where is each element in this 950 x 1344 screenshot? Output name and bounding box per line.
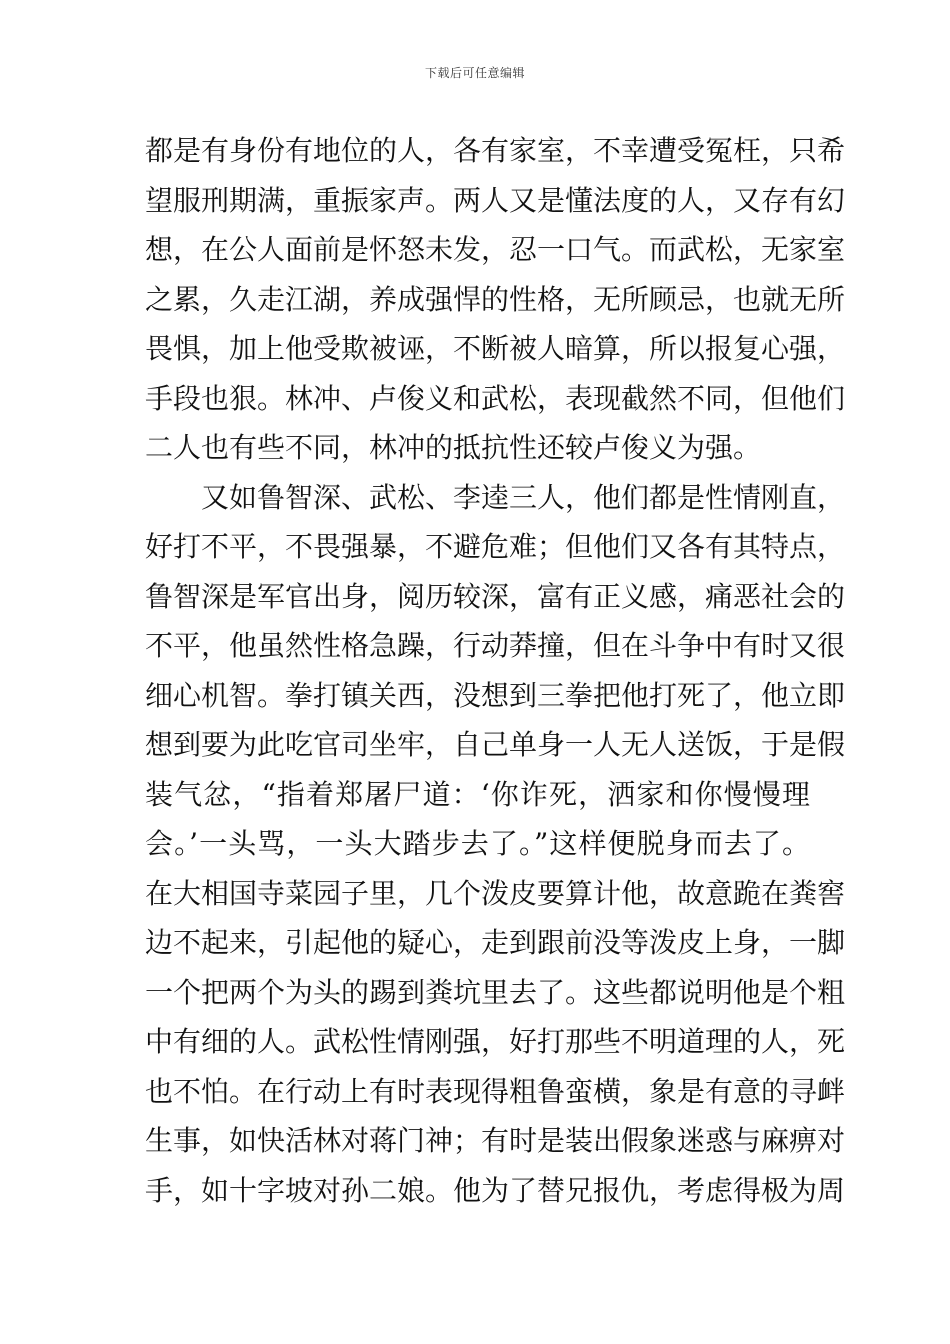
text-line: 好打不平，不畏强暴，不避危难；但他们又各有其特点，	[145, 530, 846, 563]
text-line: 都是有身份有地位的人，各有家室，不幸遭受冤枉，只希	[145, 134, 846, 167]
text-line: 畏惧，加上他受欺被诬，不断被人暗算，所以报复心强，	[145, 332, 846, 365]
text-line: 一个把两个为头的踢到粪坑里去了。这些都说明他是个粗	[145, 975, 846, 1009]
text-line: 细心机智。拳打镇关西，没想到三拳把他打死了，他立即	[145, 678, 846, 712]
text-line: 中有细的人。武松性情刚强，好打那些不明道理的人，死	[145, 1025, 846, 1058]
text-line: 想，在公人面前是怀怒未发，忍一口气。而武松，无家室	[145, 233, 846, 266]
text-line: 不平，他虽然性格急躁，行动莽撞，但在斗争中有时又很	[145, 629, 846, 662]
text-line: 生事，如快活林对蒋门神；有时是装出假象迷惑与麻痹对	[145, 1124, 846, 1157]
text-line: 边不起来，引起他的疑心，走到跟前没等泼皮上身，一脚	[145, 926, 846, 959]
text-line: 二人也有些不同，林冲的抵抗性还较卢俊义为强。	[145, 431, 762, 464]
text-line: 手段也狠。林冲、卢俊义和武松，表现截然不同，但他们	[145, 381, 846, 415]
paragraph-first-line: 又如鲁智深、武松、李逵三人，他们都是性情刚直，	[201, 480, 846, 514]
text-line: 之累，久走江湖，养成强悍的性格，无所顾忌，也就无所	[145, 282, 846, 316]
text-line: 会。’一头骂，一头大踏步去了。”这样便脱身而去了。	[145, 827, 810, 860]
text-line: 装气忿，“指着郑屠尸道：‘你诈死，洒家和你慢慢理	[145, 777, 810, 811]
page-header: 下载后可任意编辑	[424, 66, 525, 80]
text-line: 在大相国寺菜园子里，几个泼皮要算计他，故意跪在粪窖	[145, 876, 846, 910]
text-line: 想到要为此吃官司坐牢，自己单身一人无人送饭，于是假	[145, 728, 846, 761]
text-line: 也不怕。在行动上有时表现得粗鲁蛮横，象是有意的寻衅	[145, 1074, 846, 1108]
text-line: 望服刑期满，重振家声。两人又是懂法度的人，又存有幻	[145, 183, 846, 217]
text-line: 鲁智深是军官出身，阅历较深，富有正义感，痛恶社会的	[145, 579, 846, 613]
document-body	[145, 126, 846, 1215]
text-line: 手，如十字坡对孙二娘。他为了替兄报仇，考虑得极为周	[145, 1173, 846, 1207]
